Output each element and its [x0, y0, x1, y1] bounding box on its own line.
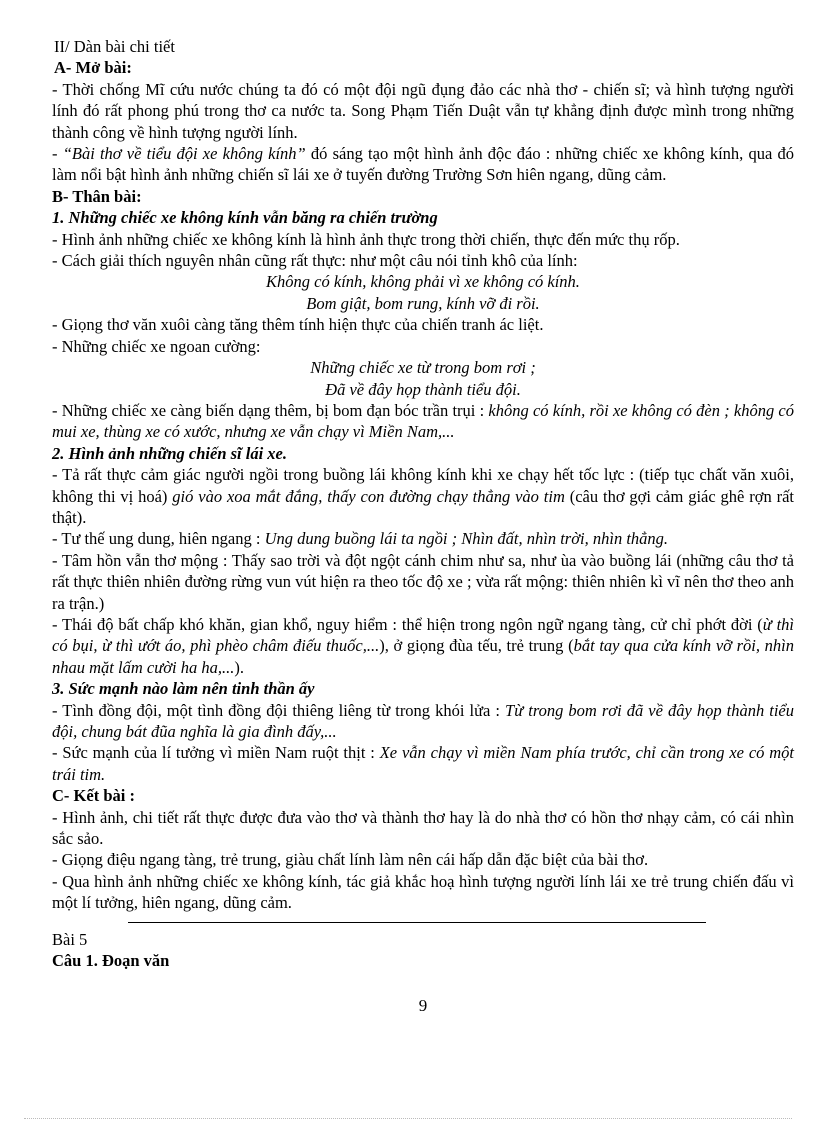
- intro-paragraph-1: - Thời chống Mĩ cứu nước chúng ta đó có một đội ngũ đụng đảo các nhà thơ - chiến sĩ; và hình tượng người lính đó rất phong phú trong thơ ca nước ta. Song Phạm Tiến Duật vẫn tự khẳng định được mình trong những thành công về hình tượng người lính.: [52, 79, 794, 142]
- s3-paragraph-1: [52, 700, 794, 743]
- page-number: 9: [418, 996, 428, 1016]
- s1-paragraph-1: - Hình ảnh những chiếc xe không kính là hình ảnh thực trong thời chiến, thực đến mức thụ rốp.: [52, 229, 680, 249]
- subsection-3-title: 3. Sức mạnh nào làm nên tinh thần ấy: [52, 679, 315, 699]
- text-run: - Sức mạnh của lí tưởng vì miền Nam ruột thịt :: [52, 743, 380, 763]
- text-run: ).: [234, 657, 244, 677]
- s2-paragraph-2: [52, 528, 794, 549]
- conclusion-paragraph-3: - Qua hình ảnh những chiếc xe không kính, tác giả khắc hoạ hình tượng người lính lái xe trẻ trung chiến đấu vì một lí tưởng, hiên ngang, dũng cảm.: [52, 871, 794, 913]
- intro-title: A- Mở bài:: [54, 58, 132, 78]
- s3-paragraph-2: [52, 742, 794, 785]
- conclusion-paragraph-1: - Hình ảnh, chi tiết rất thực được đưa vào thơ và thành thơ hay là do nhà thơ có hồn thơ nhạy cảm, có cái nhìn sắc sảo.: [52, 807, 794, 849]
- text-run: - Những chiếc xe càng biến dạng thêm, bị bom đạn bóc trần trụi :: [52, 400, 489, 420]
- italic-quote: bắt tay qua cửa kính vỡ rồi, nhìn nhau mặt lấm cười ha ha,...: [52, 636, 794, 677]
- italic-quote: ừ thì có bụi, ừ thì ướt áo, phì phèo châm điếu thuốc,...: [52, 614, 794, 656]
- text-run: - Tình đồng đội, một tình đồng đội thiêng liêng từ trong khói lửa :: [52, 700, 506, 720]
- page-edge: [24, 1118, 792, 1119]
- italic-quote: gió vào xoa mắt đắng, thấy con đường chạy thẳng vào tim: [172, 486, 565, 506]
- s1-paragraph-4: - Những chiếc xe ngoan cường:: [52, 336, 261, 356]
- s2-paragraph-3: - Tâm hồn vẫn thơ mộng : Thấy sao trời và đột ngột cánh chim như sa, như ùa vào buồng lái (những câu thơ tả rất thực thiên nhiên đường rừng vun vút hiện ra theo tốc độ xe ; vừa rất mộng: thiên nhiên kì vĩ nên thơ theo anh ra trận.): [52, 550, 794, 613]
- italic-quote: Ung dung buồng lái ta ngồi ; Nhìn đất, nhìn trời, nhìn thẳng.: [264, 529, 669, 549]
- conclusion-title: C- Kết bài :: [52, 786, 135, 806]
- s1-paragraph-2: - Cách giải thích nguyên nhân cũng rất thực: như một câu nói tỉnh khô của lính:: [52, 251, 578, 271]
- text-run: -: [52, 144, 63, 164]
- intro-paragraph-2: [52, 143, 794, 186]
- subsection-2-title: 2. Hình ảnh những chiến sĩ lái xe.: [52, 443, 287, 463]
- divider: [128, 922, 706, 923]
- italic-quote: Xe vẫn chạy vì miền Nam phía trước, chỉ cần trong xe có một trái tim.: [52, 743, 794, 784]
- document-page: [52, 36, 794, 1017]
- s1-paragraph-5: [52, 400, 794, 443]
- quote-line: Bom giật, bom rung, kính vỡ đi rồi.: [306, 293, 540, 313]
- exercise-label: Bài 5: [52, 929, 88, 949]
- italic-quote: không có kính, rồi xe không có đèn ; không có mui xe, thùng xe có xước, nhưng xe vẫn chạy vì Miền Nam,...: [52, 400, 794, 442]
- poem-title: “Bài thơ về tiểu đội xe không kính”: [62, 144, 306, 164]
- text-run: đó sáng tạo một hình ảnh độc đáo : những chiếc xe không kính, qua đó làm nổi bật hình ảnh những chiến sĩ lái xe ở tuyến đường Trường Sơn hiên ngang, dũng cảm.: [52, 144, 794, 185]
- text-run: (câu thơ gợi cảm giác ghê rợn rất thật).: [52, 486, 794, 527]
- text-run: - Tả rất thực cảm giác người ngồi trong buồng lái không kính khi xe chạy hết tốc lực : (tiếp tục chất văn xuôi, không thi vị hoá): [52, 465, 794, 506]
- italic-quote: Từ trong bom rơi đã về đây họp thành tiểu đội, chung bát đũa nghĩa là gia đình đấy,...: [52, 700, 795, 741]
- s2-paragraph-4: [52, 614, 794, 678]
- body-title: B- Thân bài:: [52, 186, 142, 206]
- question-title: Câu 1. Đoạn văn: [52, 951, 170, 971]
- quote-line: Đã về đây họp thành tiểu đội.: [325, 379, 521, 399]
- subsection-1-title: 1. Những chiếc xe không kính vẫn băng ra chiến trường: [52, 208, 438, 228]
- text-run: ), ở giọng đùa tếu, trẻ trung (: [379, 636, 574, 656]
- quote-line: Không có kính, không phải vì xe không có kính.: [266, 272, 580, 292]
- text-run: - Tư thế ung dung, hiên ngang :: [52, 529, 265, 549]
- quote-line: Những chiếc xe từ trong bom rơi ;: [310, 358, 536, 378]
- s1-paragraph-3: - Giọng thơ văn xuôi càng tăng thêm tính hiện thực của chiến tranh ác liệt.: [52, 315, 544, 335]
- section-heading: II/ Dàn bài chi tiết: [54, 37, 175, 56]
- conclusion-paragraph-2: - Giọng điệu ngang tàng, trẻ trung, giàu chất lính làm nên cái hấp dẫn đặc biệt của bài thơ.: [52, 850, 649, 870]
- text-run: - Thái độ bất chấp khó khăn, gian khổ, nguy hiểm : thể hiện trong ngôn ngữ ngang tàng, cử chỉ phớt đời (: [52, 614, 763, 634]
- s2-paragraph-1: [52, 464, 794, 528]
